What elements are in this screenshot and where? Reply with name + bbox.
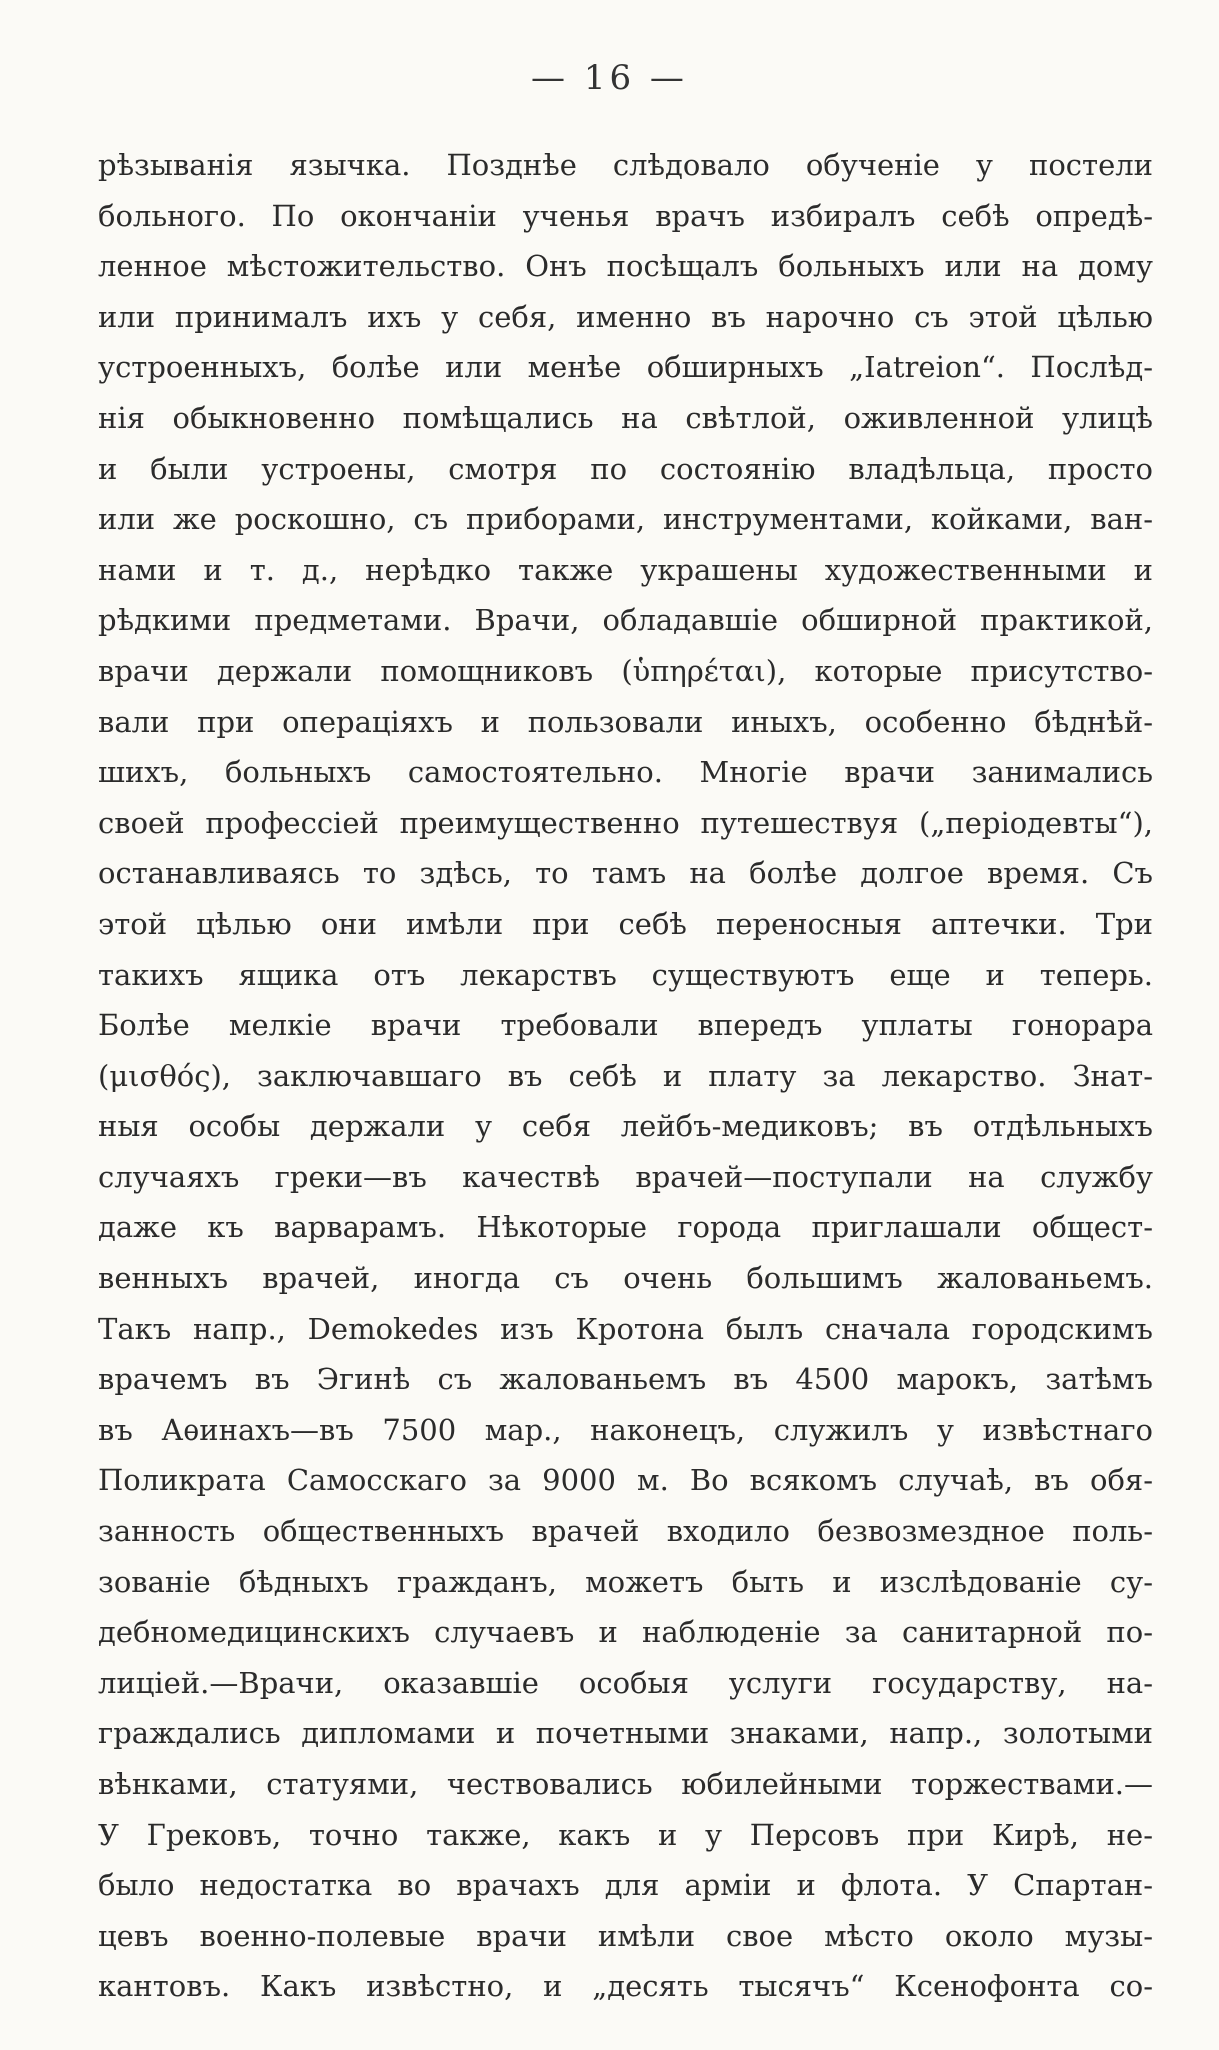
text-line: нами и т. д., нерѣдко также украшены художественными и [98,552,1153,587]
text-line: шихъ, больныхъ самостоятельно. Многіе врачи занимались [98,755,1153,790]
text-line: или же роскошно, съ приборами, инструментами, койками, ван- [98,502,1153,537]
text-line: устроенныхъ, болѣе или менѣе обширныхъ „Iatreion“. Послѣд- [98,350,1153,385]
body-text [98,140,1153,2012]
text-line: (μισθός), заключавшаго въ себѣ и плату за лекарство. Знат- [98,1058,1153,1093]
text-line: даже къ варварамъ. Нѣкоторые города приглашали общест- [98,1210,1153,1245]
text-line: такихъ ящика отъ лекарствъ существуютъ еще и теперь. [98,957,1153,992]
page-number: — 16 — [531,58,688,98]
text-line: останавливаясь то здѣсь, то тамъ на болѣе долгое время. Съ [98,856,1153,891]
text-line: цевъ военно-полевые врачи имѣли свое мѣсто около музы- [98,1918,1153,1953]
text-line: кантовъ. Какъ извѣстно, и „десять тысячъ“ Ксенофонта со- [98,1969,1153,2004]
text-line: занность общественныхъ врачей входило безвозмездное поль- [98,1514,1153,1549]
text-line: вали при операціяхъ и пользовали иныхъ, особенно бѣднѣй- [98,704,1153,739]
text-line: своей профессіей преимущественно путешествуя („періодевты“), [98,805,1153,840]
text-line: этой цѣлью они имѣли при себѣ переносныя аптечки. Три [98,906,1153,941]
text-line: врачи держали помощниковъ (ὑπηρέται), которые присутство- [98,653,1153,688]
text-line: ленное мѣстожительство. Онъ посѣщалъ больныхъ или на дому [98,249,1153,284]
text-line: зованіе бѣдныхъ гражданъ, можетъ быть и изслѣдованіе су- [98,1564,1153,1599]
text-line: врачемъ въ Эгинѣ съ жалованьемъ въ 4500 марокъ, затѣмъ [98,1362,1153,1397]
text-line: рѣдкими предметами. Врачи, обладавшіе обширной практикой, [98,603,1153,638]
text-line: больного. По окончаніи ученья врачъ избиралъ себѣ опредѣ- [98,198,1153,233]
text-line: было недостатка во врачахъ для арміи и флота. У Спартан- [98,1868,1153,1903]
text-line: У Грековъ, точно также, какъ и у Персовъ при Кирѣ, не- [98,1817,1153,1852]
text-line: граждались дипломами и почетными знаками, напр., золотыми [98,1716,1153,1751]
text-line: лиціей.—Врачи, оказавшіе особыя услуги государству, на- [98,1665,1153,1700]
text-line: рѣзыванія язычка. Позднѣе слѣдовало обученіе у постели [98,148,1153,182]
text-line: венныхъ врачей, иногда съ очень большимъ жалованьемъ. [98,1261,1153,1296]
text-line: Болѣе мелкіе врачи требовали впередъ уплаты гонорара [98,1008,1153,1043]
text-line: ныя особы держали у себя лейбъ-медиковъ; въ отдѣльныхъ [98,1109,1153,1144]
text-line: въ Аѳинахъ—въ 7500 мар., наконецъ, служилъ у извѣстнаго [98,1412,1153,1447]
text-line: вѣнками, статуями, чествовались юбилейными торжествами.— [98,1767,1153,1801]
text-line: и были устроены, смотря по состоянію владѣльца, просто [98,451,1153,486]
text-line: Такъ напр., Demokedes изъ Кротона былъ сначала городскимъ [98,1311,1153,1346]
text-line: Поликрата Самосскаго за 9000 м. Во всякомъ случаѣ, въ обя- [98,1463,1153,1498]
text-line: нія обыкновенно помѣщались на свѣтлой, оживленной улицѣ [98,400,1153,435]
text-line: случаяхъ греки—въ качествѣ врачей—поступали на службу [98,1159,1153,1194]
text-line: или принималъ ихъ у себя, именно въ нарочно съ этой цѣлью [98,299,1153,334]
text-line: дебномедицинскихъ случаевъ и наблюденіе за санитарной по- [98,1615,1153,1650]
